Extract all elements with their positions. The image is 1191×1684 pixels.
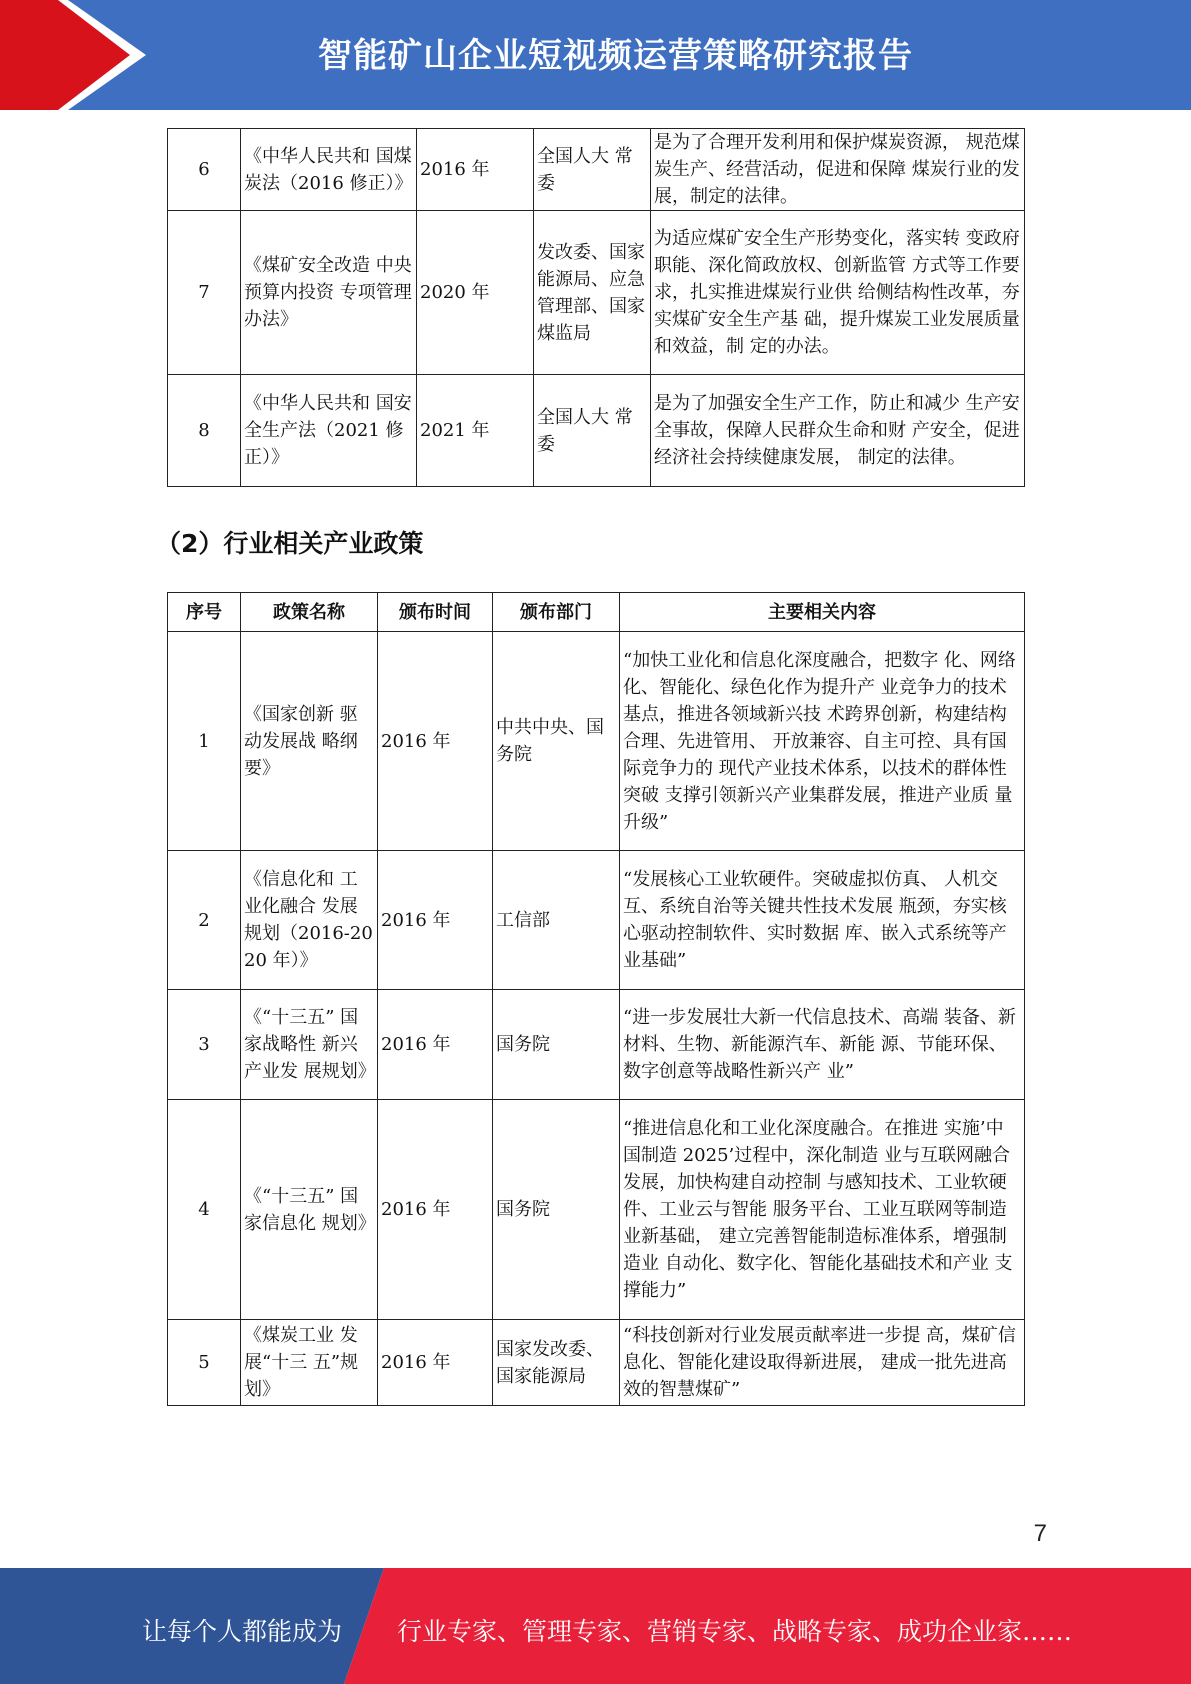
cell-number: 7 [168, 211, 241, 375]
cell-content: “科技创新对行业发展贡献率进一步提 高，煤矿信息化、智能化建设取得新进展， 建成一批先进高效的智慧煤矿” [620, 1320, 1025, 1406]
table-row [168, 851, 1025, 990]
header-content: 主要相关内容 [620, 593, 1025, 632]
cell-department: 工信部 [493, 851, 620, 990]
footer-slogan-right: 行业专家、管理专家、营销专家、战略专家、成功企业家…… [397, 1617, 1073, 1646]
cell-date: 2016 年 [378, 632, 493, 851]
header-number: 序号 [168, 593, 241, 632]
table-header-row [168, 593, 1025, 632]
cell-content: “发展核心工业软硬件。突破虚拟仿真、 人机交互、系统自治等关键共性技术发展 瓶颈，夯实核心驱动控制软件、实时数据 库、嵌入式系统等产业基础” [620, 851, 1025, 990]
cell-policy-name: 《中华人民共和 国安全生产法（2021 修正）》 [241, 375, 417, 487]
table-row [168, 129, 1025, 211]
cell-number: 4 [168, 1100, 241, 1320]
policy-table-continued [167, 128, 1025, 487]
cell-department: 国家发改委、国家能源局 [493, 1320, 620, 1406]
cell-policy-name: 《“十三五” 国家战略性 新兴产业发 展规划》 [241, 990, 378, 1100]
cell-number: 2 [168, 851, 241, 990]
cell-date: 2016 年 [378, 1320, 493, 1406]
cell-date: 2020 年 [417, 211, 534, 375]
table-row [168, 1320, 1025, 1406]
cell-department: 全国人大 常委 [534, 375, 651, 487]
cell-department: 发改委、国家能源局、应急管理部、国家煤监局 [534, 211, 651, 375]
table-row [168, 375, 1025, 487]
cell-date: 2016 年 [417, 129, 534, 211]
cell-content: 是为了加强安全生产工作，防止和减少 生产安全事故，保障人民群众生命和财 产安全，促进经济社会持续健康发展， 制定的法律。 [651, 375, 1025, 487]
cell-content: 是为了合理开发利用和保护煤炭资源， 规范煤炭生产、经营活动，促进和保障 煤炭行业的发展，制定的法律。 [651, 129, 1025, 211]
cell-date: 2016 年 [378, 851, 493, 990]
cell-number: 8 [168, 375, 241, 487]
cell-content: “推进信息化和工业化深度融合。在推进 实施’中国制造 2025’过程中，深化制造 业与互联网融合发展，加快构建自动控制 与感知技术、工业软硬件、工业云与智能 服务平台、工业互联网等制造业新基础， 建立完善智能制造标准体系，增强制造业 自动化、数字化、智能化基础技术和产业 支撑能力” [620, 1100, 1025, 1320]
table-row [168, 632, 1025, 851]
page-header [0, 0, 1191, 110]
table-row [168, 211, 1025, 375]
section-heading: （2）行业相关产业政策 [156, 529, 424, 558]
cell-department: 国务院 [493, 990, 620, 1100]
cell-department: 中共中央、国务院 [493, 632, 620, 851]
page-footer [0, 1568, 1191, 1684]
cell-content: “进一步发展壮大新一代信息技术、高端 装备、新材料、生物、新能源汽车、新能 源、节能环保、数字创意等战略性新兴产 业” [620, 990, 1025, 1100]
cell-number: 1 [168, 632, 241, 851]
cell-policy-name: 《信息化和 工业化融合 发展规划（2016-2020 年）》 [241, 851, 378, 990]
cell-number: 5 [168, 1320, 241, 1406]
cell-number: 6 [168, 129, 241, 211]
industry-policy-table [167, 592, 1025, 1406]
cell-policy-name: 《“十三五” 国家信息化 规划》 [241, 1100, 378, 1320]
header-date: 颁布时间 [378, 593, 493, 632]
cell-date: 2016 年 [378, 1100, 493, 1320]
page-number: 7 [1033, 1520, 1047, 1547]
cell-department: 国务院 [493, 1100, 620, 1320]
header-policy-name: 政策名称 [241, 593, 378, 632]
table-row [168, 990, 1025, 1100]
cell-policy-name: 《中华人民共和 国煤炭法（2016 修正）》 [241, 129, 417, 211]
cell-policy-name: 《煤矿安全改造 中央预算内投资 专项管理办法》 [241, 211, 417, 375]
header-department: 颁布部门 [493, 593, 620, 632]
cell-policy-name: 《国家创新 驱动发展战 略纲要》 [241, 632, 378, 851]
table-row [168, 1100, 1025, 1320]
cell-department: 全国人大 常委 [534, 129, 651, 211]
cell-policy-name: 《煤炭工业 发展“十三 五”规划》 [241, 1320, 378, 1406]
cell-date: 2021 年 [417, 375, 534, 487]
cell-number: 3 [168, 990, 241, 1100]
report-title: 智能矿山企业短视频运营策略研究报告 [318, 36, 913, 76]
cell-date: 2016 年 [378, 990, 493, 1100]
footer-slogan-left: 让每个人都能成为 [142, 1617, 343, 1646]
cell-content: “加快工业化和信息化深度融合，把数字 化、网络化、智能化、绿色化作为提升产 业竞争力的技术基点，推进各领域新兴技 术跨界创新，构建结构合理、先进管用、 开放兼容、自主可控、具有国际竞争力的 现代产业技术体系，以技术的群体性突破 支撑引领新兴产业集群发展，推进产业质 量升级” [620, 632, 1025, 851]
cell-content: 为适应煤矿安全生产形势变化，落实转 变政府职能、深化简政放权、创新监管 方式等工作要求，扎实推进煤炭行业供 给侧结构性改革，夯实煤矿安全生产基 础，提升煤炭工业发展质量和效益，制 定的办法。 [651, 211, 1025, 375]
